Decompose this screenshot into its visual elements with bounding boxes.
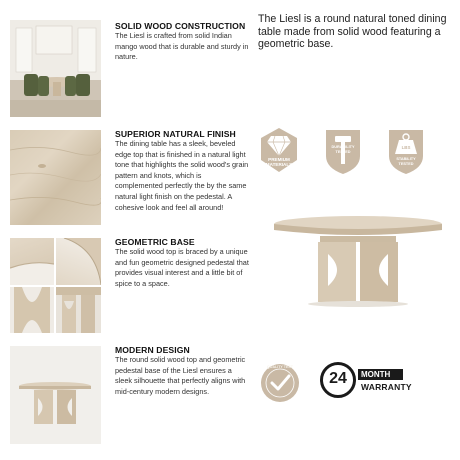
feature-title: SOLID WOOD CONSTRUCTION: [115, 21, 246, 31]
warranty-number: 24: [329, 370, 347, 387]
feature-title: MODERN DESIGN: [115, 345, 190, 355]
tabletop-curve-photo: [56, 238, 101, 285]
wood-grain-texture: [10, 130, 101, 225]
quality-test-badge: [259, 362, 301, 404]
stability-tested-label: STABILITY TESTED: [396, 157, 416, 167]
pedestal-arch-illustration: [10, 287, 54, 333]
quality-test-label: QUALITY TEST: [267, 365, 293, 369]
round-dining-table-illustration: [268, 210, 448, 310]
table-product-image: [268, 210, 448, 310]
feature-description: The dining table has a sleek, beveled edge top that is finished in a natural light tone that highlights the solid wood's grain pattern and knots, which is complemented perfectly the by the same natural light finish on the pedestal. A cohesive look and feel all around!: [115, 139, 249, 212]
durability-tested-label: DURABILITY TESTED: [331, 145, 355, 155]
tabletop-curve-illustration: [56, 238, 101, 285]
tabletop-edge-illustration: [10, 238, 54, 285]
premium-materials-label: PREMIUM MATERIALS: [265, 157, 293, 168]
weight-shield-icon: [385, 126, 427, 176]
table-side-view-illustration: [10, 346, 101, 444]
weight-label: LBS: [401, 145, 411, 150]
stability-tested-badge: [385, 126, 427, 176]
feature-description: The solid wood top is braced by a unique and fun geometric designed pedestal that provides visual interest and a little bit of spice to a space.: [115, 247, 249, 288]
pedestal-detail-photo-2: [56, 287, 101, 333]
warranty-badge: [320, 360, 432, 404]
feature-title: SUPERIOR NATURAL FINISH: [115, 129, 236, 139]
feature-description: The Liesl is crafted from solid Indian mango wood that is durable and sturdy in nature.: [115, 31, 249, 62]
dining-room-illustration: [10, 20, 101, 117]
feature-description: The round solid wood top and geometric pedestal base of the Liesl ensures a sleek silhouette that perfectly aligns with mid-century modern designs.: [115, 355, 246, 396]
diamond-icon: [258, 126, 300, 176]
pedestal-base-illustration: [56, 287, 101, 333]
durability-tested-badge: [322, 126, 364, 176]
feature-title: GEOMETRIC BASE: [115, 237, 195, 247]
dining-room-photo: [10, 20, 101, 117]
pedestal-detail-photo-1: [10, 287, 54, 333]
wood-grain-closeup-photo: [10, 130, 101, 225]
product-intro: The Liesl is a round natural toned dining table made from solid wood featuring a geometric base.: [258, 13, 447, 50]
warranty-month-label: MONTH: [358, 369, 403, 380]
modern-table-photo: [10, 346, 101, 444]
tabletop-edge-photo: [10, 238, 54, 285]
premium-materials-badge: [258, 126, 300, 176]
warranty-label: WARRANTY: [361, 382, 412, 392]
